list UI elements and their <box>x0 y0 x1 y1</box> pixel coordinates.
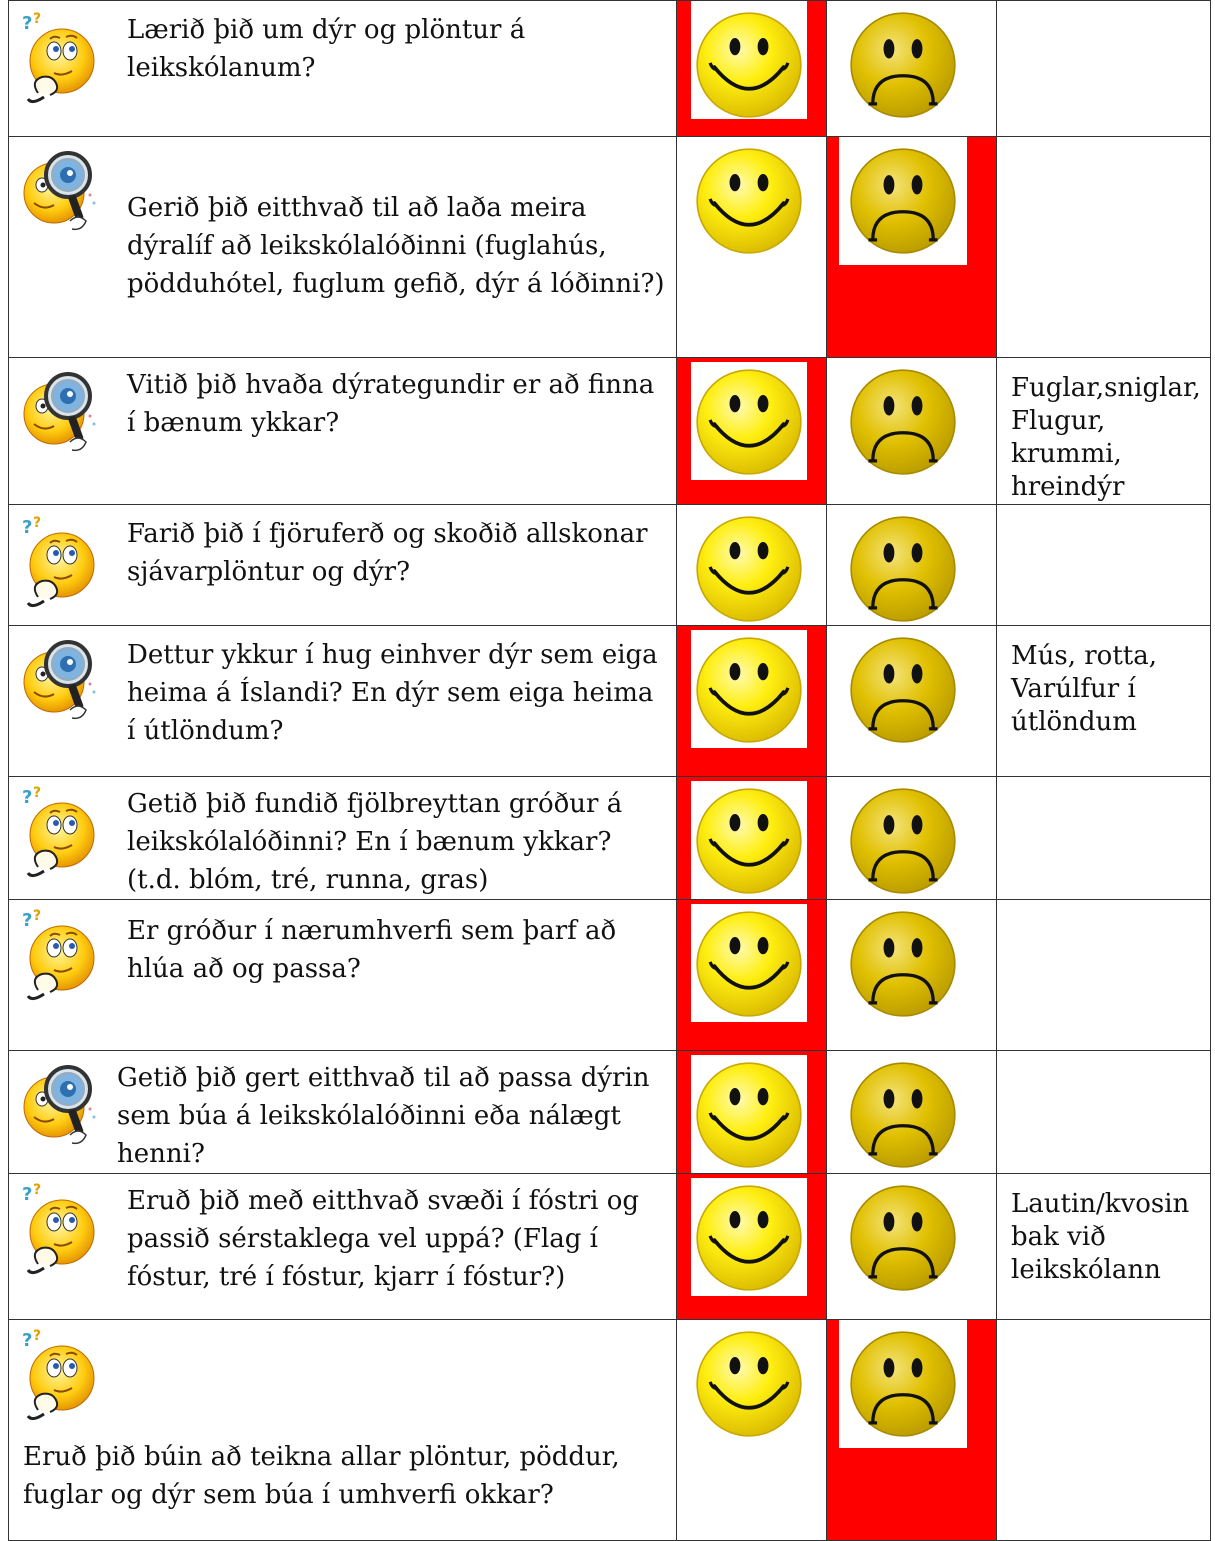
happy-face-icon[interactable] <box>695 11 803 119</box>
sad-option-cell[interactable] <box>827 1 997 137</box>
sad-face-icon[interactable] <box>849 636 957 744</box>
sad-face-icon[interactable] <box>849 1330 957 1438</box>
notes-text <box>997 900 1210 914</box>
questionnaire-table <box>8 0 1211 1541</box>
svg-text:?: ? <box>33 785 42 801</box>
question-cell <box>9 626 677 777</box>
question-row <box>9 1051 1211 1174</box>
happy-face-icon[interactable] <box>695 910 803 1018</box>
happy-option-cell[interactable] <box>677 505 827 626</box>
notes-cell <box>997 777 1211 900</box>
sad-option-cell[interactable] <box>827 1174 997 1320</box>
sad-option-cell[interactable] <box>827 626 997 777</box>
notes-cell <box>997 626 1211 777</box>
sad-option-cell[interactable] <box>827 1051 997 1174</box>
question-text: Dettur ykkur í hug einhver dýr sem eiga heima á Íslandi? En dýr sem eiga heima í útlöndum? <box>127 640 658 746</box>
svg-text:?: ? <box>33 11 42 27</box>
sad-face-icon[interactable] <box>849 515 957 623</box>
notes-cell <box>997 1 1211 137</box>
question-row <box>9 900 1211 1051</box>
question-text: Lærið þið um dýr og plöntur á leikskólanum? <box>127 15 526 83</box>
question-row <box>9 1320 1211 1541</box>
notes-text <box>997 1 1210 15</box>
svg-text:?: ? <box>22 517 33 538</box>
notes-text <box>997 137 1210 151</box>
question-row <box>9 777 1211 900</box>
question-text: Er gróður í nærumhverfi sem þarf að hlúa að og passa? <box>127 916 617 984</box>
question-text: Getið þið fundið fjölbreyttan gróður á leikskólalóðinni? En í bænum ykkar? (t.d. blóm, tré, runna, gras) <box>127 789 623 895</box>
happy-option-cell[interactable] <box>677 777 827 900</box>
notes-cell <box>997 137 1211 358</box>
svg-text:?: ? <box>22 787 33 808</box>
question-text: Vitið þið hvaða dýrategundir er að finna í bænum ykkar? <box>127 370 655 438</box>
notes-cell <box>997 1320 1211 1541</box>
question-text: Farið þið í fjöruferð og skoðið allskonar sjávarplöntur og dýr? <box>127 519 648 587</box>
magnifier-face-icon <box>19 366 101 462</box>
question-row <box>9 1 1211 137</box>
svg-text:?: ? <box>22 1184 33 1205</box>
question-row <box>9 137 1211 358</box>
sad-face-icon[interactable] <box>849 147 957 255</box>
notes-text: Fuglar,sniglar, Flugur, krummi, hreindýr <box>1011 373 1201 502</box>
question-cell <box>9 505 677 626</box>
sad-face-icon[interactable] <box>849 368 957 476</box>
question-text: Eruð þið búin að teikna allar plöntur, pöddur, fuglar og dýr sem búa í umhverfi okkar? <box>23 1442 620 1510</box>
sad-face-icon[interactable] <box>849 910 957 1018</box>
notes-cell <box>997 1051 1211 1174</box>
sad-option-cell[interactable] <box>827 358 997 505</box>
question-row <box>9 505 1211 626</box>
sad-option-cell[interactable] <box>827 777 997 900</box>
svg-text:?: ? <box>33 1328 42 1344</box>
question-cell <box>9 777 677 900</box>
question-row <box>9 1174 1211 1320</box>
svg-text:?: ? <box>22 1330 33 1351</box>
thinking-face-icon <box>19 908 101 1004</box>
sad-option-cell[interactable] <box>827 1320 997 1541</box>
question-text: Eruð þið með eitthvað svæði í fóstri og passið sérstaklega vel uppá? (Flag í fóstur, tré í fóstur, kjarr í fóstur?) <box>127 1186 640 1292</box>
happy-face-icon[interactable] <box>695 147 803 255</box>
thinking-face-icon <box>19 11 101 107</box>
happy-face-icon[interactable] <box>695 368 803 476</box>
happy-face-icon[interactable] <box>695 636 803 744</box>
happy-option-cell[interactable] <box>677 1 827 137</box>
happy-option-cell[interactable] <box>677 900 827 1051</box>
svg-text:?: ? <box>22 910 33 931</box>
svg-text:?: ? <box>33 515 42 531</box>
thinking-face-icon <box>19 1182 101 1278</box>
sad-option-cell[interactable] <box>827 505 997 626</box>
question-cell <box>9 358 677 505</box>
question-cell <box>9 1 677 137</box>
notes-text <box>997 1051 1210 1065</box>
question-cell <box>9 137 677 358</box>
magnifier-face-icon <box>19 634 101 730</box>
magnifier-face-icon <box>19 1059 101 1155</box>
sad-option-cell[interactable] <box>827 900 997 1051</box>
notes-text <box>997 777 1210 791</box>
sad-face-icon[interactable] <box>849 11 957 119</box>
sad-face-icon[interactable] <box>849 1061 957 1169</box>
notes-cell <box>997 505 1211 626</box>
notes-text <box>997 505 1210 519</box>
notes-text: Mús, rotta, Varúlfur í útlöndum <box>1011 641 1157 737</box>
thinking-face-icon <box>19 515 101 611</box>
happy-face-icon[interactable] <box>695 787 803 895</box>
sad-option-cell[interactable] <box>827 137 997 358</box>
thinking-face-icon <box>19 785 101 881</box>
happy-face-icon[interactable] <box>695 1061 803 1169</box>
sad-face-icon[interactable] <box>849 1184 957 1292</box>
happy-option-cell[interactable] <box>677 1320 827 1541</box>
thinking-face-icon <box>19 1328 101 1424</box>
sad-face-icon[interactable] <box>849 787 957 895</box>
happy-option-cell[interactable] <box>677 626 827 777</box>
svg-text:?: ? <box>33 908 42 924</box>
notes-text <box>997 1320 1210 1334</box>
svg-text:?: ? <box>33 1182 42 1198</box>
question-text: Getið þið gert eitthvað til að passa dýrin sem búa á leikskólalóðinni eða nálægt henni? <box>117 1063 650 1169</box>
happy-option-cell[interactable] <box>677 137 827 358</box>
happy-option-cell[interactable] <box>677 1051 827 1174</box>
question-row <box>9 358 1211 505</box>
happy-face-icon[interactable] <box>695 1184 803 1292</box>
happy-option-cell[interactable] <box>677 1174 827 1320</box>
question-row <box>9 626 1211 777</box>
notes-text: Lautin/kvosin bak við leikskólann <box>1011 1189 1190 1285</box>
notes-cell <box>997 1174 1211 1320</box>
notes-cell <box>997 900 1211 1051</box>
happy-face-icon[interactable] <box>695 1330 803 1438</box>
notes-cell <box>997 358 1211 505</box>
magnifier-face-icon <box>19 145 101 241</box>
svg-text:?: ? <box>22 13 33 34</box>
question-cell <box>9 1320 677 1541</box>
question-cell <box>9 1051 677 1174</box>
question-text: Gerið þið eitthvað til að laða meira dýralíf að leikskólalóðinni (fuglahús, pödduhótel, fuglum gefið, dýr á lóðinni?) <box>127 193 665 299</box>
question-cell <box>9 900 677 1051</box>
happy-face-icon[interactable] <box>695 515 803 623</box>
question-cell <box>9 1174 677 1320</box>
happy-option-cell[interactable] <box>677 358 827 505</box>
